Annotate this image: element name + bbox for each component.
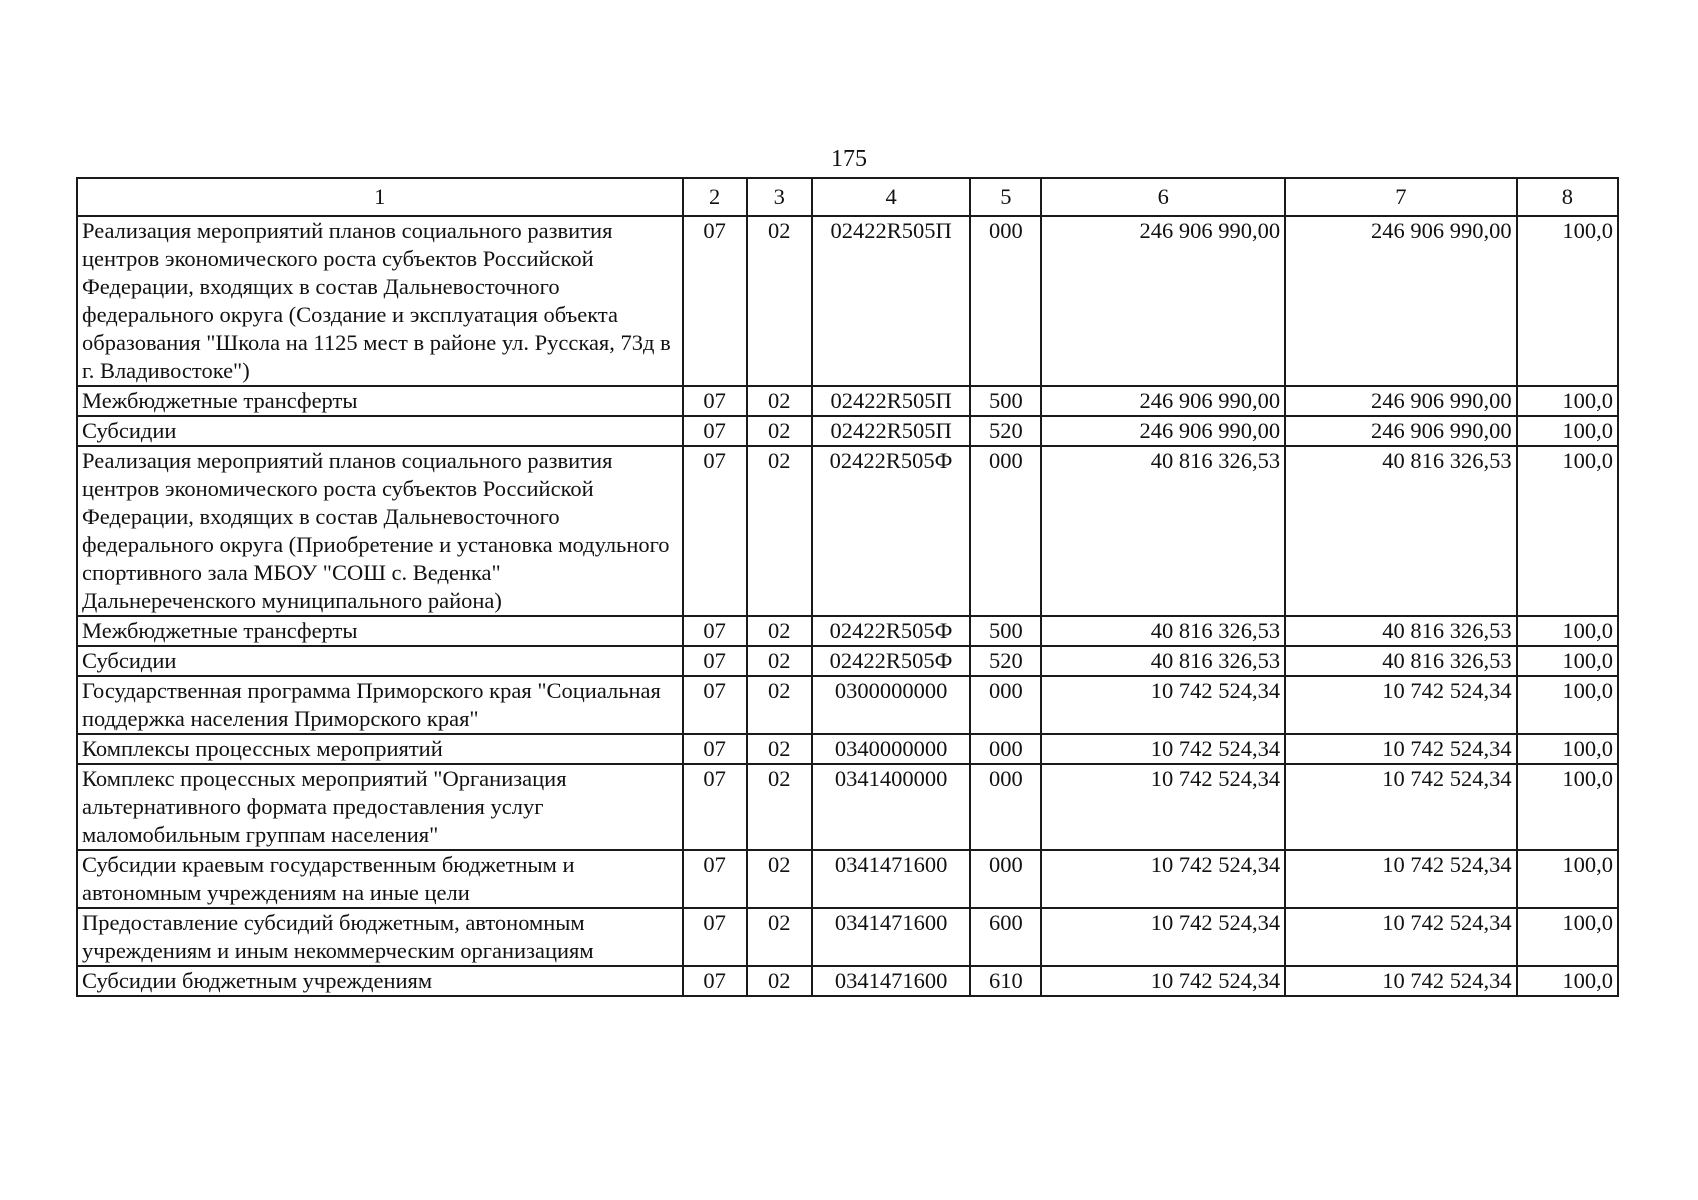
row-amount-col6: 10 742 524,34 xyxy=(1041,676,1285,734)
row-section-code: 07 xyxy=(683,216,747,386)
row-description: Субсидии краевым государственным бюджетным и автономным учреждениям на иные цели xyxy=(77,850,683,908)
table-row xyxy=(77,446,1618,616)
table-row xyxy=(77,908,1618,966)
row-expense-type-code: 520 xyxy=(970,646,1041,676)
row-target-article-code: 02422R505Ф xyxy=(812,446,970,616)
row-percent-col8: 100,0 xyxy=(1517,386,1618,416)
row-percent-col8: 100,0 xyxy=(1517,764,1618,850)
row-description: Предоставление субсидий бюджетным, автономным учреждениям и иным некоммерческим организациям xyxy=(77,908,683,966)
row-expense-type-code: 000 xyxy=(970,764,1041,850)
row-percent-col8: 100,0 xyxy=(1517,734,1618,764)
row-amount-col6: 10 742 524,34 xyxy=(1041,764,1285,850)
row-target-article-code: 0341471600 xyxy=(812,966,970,996)
row-section-code: 07 xyxy=(683,764,747,850)
table-row xyxy=(77,966,1618,996)
row-target-article-code: 0340000000 xyxy=(812,734,970,764)
row-amount-col6: 10 742 524,34 xyxy=(1041,734,1285,764)
column-header-1: 1 xyxy=(77,178,683,216)
row-description: Комплексы процессных мероприятий xyxy=(77,734,683,764)
row-section-code: 07 xyxy=(683,386,747,416)
table-row xyxy=(77,646,1618,676)
row-amount-col6: 246 906 990,00 xyxy=(1041,386,1285,416)
table-row xyxy=(77,850,1618,908)
row-subsection-code: 02 xyxy=(747,216,812,386)
row-amount-col6: 246 906 990,00 xyxy=(1041,416,1285,446)
row-subsection-code: 02 xyxy=(747,446,812,616)
row-expense-type-code: 000 xyxy=(970,216,1041,386)
row-amount-col7: 40 816 326,53 xyxy=(1285,446,1517,616)
row-percent-col8: 100,0 xyxy=(1517,966,1618,996)
row-subsection-code: 02 xyxy=(747,734,812,764)
row-section-code: 07 xyxy=(683,616,747,646)
table-row xyxy=(77,616,1618,646)
row-amount-col6: 40 816 326,53 xyxy=(1041,446,1285,616)
row-expense-type-code: 610 xyxy=(970,966,1041,996)
row-expense-type-code: 500 xyxy=(970,386,1041,416)
row-amount-col7: 246 906 990,00 xyxy=(1285,386,1517,416)
row-subsection-code: 02 xyxy=(747,616,812,646)
row-section-code: 07 xyxy=(683,676,747,734)
row-percent-col8: 100,0 xyxy=(1517,646,1618,676)
header-row xyxy=(77,178,1618,216)
row-description: Межбюджетные трансферты xyxy=(77,386,683,416)
column-header-4: 4 xyxy=(812,178,970,216)
row-description: Субсидии бюджетным учреждениям xyxy=(77,966,683,996)
row-amount-col6: 10 742 524,34 xyxy=(1041,908,1285,966)
row-expense-type-code: 000 xyxy=(970,850,1041,908)
row-subsection-code: 02 xyxy=(747,908,812,966)
row-subsection-code: 02 xyxy=(747,850,812,908)
row-expense-type-code: 000 xyxy=(970,446,1041,616)
row-amount-col7: 10 742 524,34 xyxy=(1285,966,1517,996)
row-amount-col6: 246 906 990,00 xyxy=(1041,216,1285,386)
row-percent-col8: 100,0 xyxy=(1517,908,1618,966)
row-percent-col8: 100,0 xyxy=(1517,216,1618,386)
row-target-article-code: 0341471600 xyxy=(812,850,970,908)
row-section-code: 07 xyxy=(683,416,747,446)
row-expense-type-code: 520 xyxy=(970,416,1041,446)
budget-table xyxy=(76,177,1619,997)
row-description: Субсидии xyxy=(77,646,683,676)
row-target-article-code: 0341400000 xyxy=(812,764,970,850)
table-row xyxy=(77,416,1618,446)
row-expense-type-code: 500 xyxy=(970,616,1041,646)
column-header-7: 7 xyxy=(1285,178,1517,216)
row-target-article-code: 02422R505Ф xyxy=(812,646,970,676)
row-amount-col6: 10 742 524,34 xyxy=(1041,850,1285,908)
row-target-article-code: 0341471600 xyxy=(812,908,970,966)
row-subsection-code: 02 xyxy=(747,676,812,734)
row-section-code: 07 xyxy=(683,734,747,764)
table-row xyxy=(77,764,1618,850)
row-amount-col6: 40 816 326,53 xyxy=(1041,616,1285,646)
row-description: Межбюджетные трансферты xyxy=(77,616,683,646)
row-section-code: 07 xyxy=(683,908,747,966)
row-amount-col7: 10 742 524,34 xyxy=(1285,850,1517,908)
row-percent-col8: 100,0 xyxy=(1517,616,1618,646)
row-description: Комплекс процессных мероприятий "Организация альтернативного формата предоставления услуг маломобильным группам населения" xyxy=(77,764,683,850)
table-row xyxy=(77,386,1618,416)
column-header-3: 3 xyxy=(747,178,812,216)
row-amount-col7: 40 816 326,53 xyxy=(1285,646,1517,676)
row-section-code: 07 xyxy=(683,446,747,616)
row-description: Субсидии xyxy=(77,416,683,446)
column-header-2: 2 xyxy=(683,178,747,216)
row-amount-col6: 10 742 524,34 xyxy=(1041,966,1285,996)
row-subsection-code: 02 xyxy=(747,386,812,416)
row-section-code: 07 xyxy=(683,850,747,908)
row-subsection-code: 02 xyxy=(747,764,812,850)
row-amount-col7: 40 816 326,53 xyxy=(1285,616,1517,646)
row-expense-type-code: 000 xyxy=(970,676,1041,734)
row-subsection-code: 02 xyxy=(747,646,812,676)
row-target-article-code: 02422R505П xyxy=(812,416,970,446)
row-expense-type-code: 000 xyxy=(970,734,1041,764)
row-section-code: 07 xyxy=(683,646,747,676)
table-header xyxy=(77,178,1618,216)
row-section-code: 07 xyxy=(683,966,747,996)
row-percent-col8: 100,0 xyxy=(1517,446,1618,616)
row-amount-col7: 10 742 524,34 xyxy=(1285,764,1517,850)
table-row xyxy=(77,676,1618,734)
row-description: Реализация мероприятий планов социального развития центров экономического роста субъектов Российской Федерации, входящих в состав Дальневосточного федерального округа (Создание и эксплуатация объекта образования "Школа на 1125 мест в районе ул. Русская, 73д в г. Владивостоке") xyxy=(77,216,683,386)
row-amount-col7: 10 742 524,34 xyxy=(1285,734,1517,764)
row-amount-col7: 246 906 990,00 xyxy=(1285,416,1517,446)
row-description: Реализация мероприятий планов социального развития центров экономического роста субъектов Российской Федерации, входящих в состав Дальневосточного федерального округа (Приобретение и установка модульного спортивного зала МБОУ "СОШ с. Веденка" Дальнереченского муниципального района) xyxy=(77,446,683,616)
row-amount-col7: 246 906 990,00 xyxy=(1285,216,1517,386)
row-target-article-code: 02422R505П xyxy=(812,386,970,416)
row-amount-col7: 10 742 524,34 xyxy=(1285,676,1517,734)
row-subsection-code: 02 xyxy=(747,966,812,996)
column-header-5: 5 xyxy=(970,178,1041,216)
row-amount-col7: 10 742 524,34 xyxy=(1285,908,1517,966)
column-header-6: 6 xyxy=(1041,178,1285,216)
row-target-article-code: 02422R505Ф xyxy=(812,616,970,646)
row-percent-col8: 100,0 xyxy=(1517,676,1618,734)
row-expense-type-code: 600 xyxy=(970,908,1041,966)
column-header-8: 8 xyxy=(1517,178,1618,216)
row-target-article-code: 02422R505П xyxy=(812,216,970,386)
row-subsection-code: 02 xyxy=(747,416,812,446)
row-amount-col6: 40 816 326,53 xyxy=(1041,646,1285,676)
table-row xyxy=(77,216,1618,386)
row-percent-col8: 100,0 xyxy=(1517,850,1618,908)
row-percent-col8: 100,0 xyxy=(1517,416,1618,446)
table-row xyxy=(77,734,1618,764)
page-number: 175 xyxy=(831,146,867,172)
table-body xyxy=(77,216,1618,996)
row-description: Государственная программа Приморского края "Социальная поддержка населения Приморского края" xyxy=(77,676,683,734)
row-target-article-code: 0300000000 xyxy=(812,676,970,734)
